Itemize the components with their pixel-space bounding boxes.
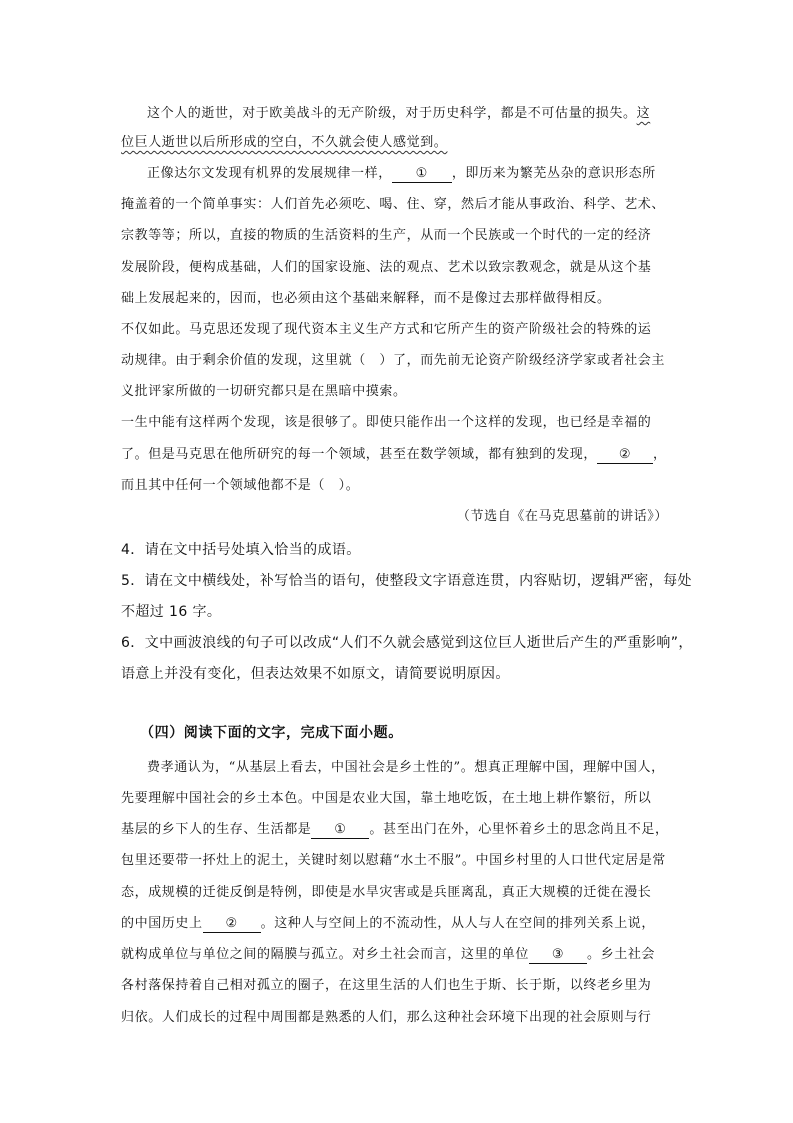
fill-blank-2[interactable]: ② [203,916,261,933]
passage-line: 掩盖着的一个简单事实：人们首先必须吃、喝、住、穿，然后才能从事政治、科学、艺术、 [121,197,666,212]
passage-text: 这个人的逝世，对于欧美战斗的无产阶级，对于历史科学，都是不可估量的损失。 [147,106,637,121]
passage-text: 正像达尔文发现有机界的发展规律一样， [147,166,392,181]
fill-blank-1[interactable]: ① [311,822,369,839]
question-4: 4．请在文中括号处填入恰当的成语。 [121,542,361,558]
question-5-continued: 不超过 16 字。 [121,604,222,620]
passage-line [121,945,681,965]
passage-line: 归依。人们成长的过程中周围都是熟悉的人们，那么这种社会环境下出现的社会原则与行 [121,1010,652,1025]
passage-text: ， [653,447,667,462]
passage-line: 包里还要带一抔灶上的泥土，关键时刻以慰藉“水土不服”。中国乡村里的人口世代定居是常 [121,853,666,868]
passage-line: 态，成规模的迁徙反倒是特例，即使是水旱灾害或是兵匪离乱，真正大规模的迁徙在漫长 [121,885,652,900]
passage-line [121,445,681,465]
passage-line: 费孝通认为，“从基层上看去，中国社会是乡土性的”。想真正理解中国，理解中国人， [147,760,665,775]
passage-line: 而且其中任何一个领域他都不是（ ）。 [121,478,360,493]
fill-blank-1[interactable]: ① [392,166,452,183]
passage-text: 了。但是马克思在他所研究的每一个领域，甚至在数学领域，都有独到的发现， [121,447,598,462]
passage-text: 就构成单位与单位之间的隔膜与孤立。对乡土社会而言，这里的单位 [121,947,530,962]
question-5: 5．请在文中横线处，补写恰当的语句，使整段文字语意连贯，内容贴切，逻辑严密，每处 [121,573,692,589]
passage-text: 。这种人与空间上的不流动性，从人与人在空间的排列关系上说， [260,916,656,931]
passage-line: 宗教等等；所以，直接的物质的生活资料的生产，从而一个民族或一个时代的一定的经济 [121,228,652,243]
passage-text: 。乡土社会 [587,947,656,962]
question-6: 6．文中画波浪线的句子可以改成“人们不久就会感觉到这位巨人逝世后产生的严重影响”， [121,635,693,651]
passage-line: 义批评家所做的一切研究都只是在黑暗中摸索。 [121,384,407,399]
passage-text: ，即历来为繁芜丛杂的意识形态所 [451,166,656,181]
fill-blank-2[interactable]: ② [597,447,653,464]
fill-blank-3[interactable]: ③ [529,947,587,964]
passage-line: 动规律。由于剩余价值的发现，这里就（ ）了，而先前无论资产阶级经济学家或者社会主 [121,353,666,368]
passage-line: 一生中能有这样两个发现，该是很够了。即使只能作出一个这样的发现，也已经是幸福的 [121,415,652,430]
passage-line [147,164,687,184]
passage-line: 不仅如此。马克思还发现了现代资本主义生产方式和它所产生的资产阶级社会的特殊的运 [121,322,652,337]
section-heading: （四）阅读下面的文字，完成下面小题。 [140,725,403,741]
passage-line: 先要理解中国社会的乡土本色。中国是农业大国，靠土地吃饭，在土地上耕作繁衍，所以 [121,791,652,806]
wavy-underlined-text: 位巨人逝世以后所形成的空白，不久就会使人感觉到。 [121,135,448,150]
passage-line: 各村落保持着自己相对孤立的圈子，在这里生活的人们也生于斯、长于斯，以终老乡里为 [121,978,652,993]
passage-text: 的中国历史上 [121,916,203,931]
passage-line [121,914,681,934]
passage-text: 基层的乡下人的生存、生活都是 [121,822,312,837]
passage-line: 础上发展起来的，因而，也必须由这个基础来解释，而不是像过去那样做得相反。 [121,291,611,306]
passage-line: 发展阶段，便构成基础，人们的国家设施、法的观点、艺术以致宗教观念，就是从这个基 [121,260,652,275]
question-6-continued: 语意上并没有变化，但表达效果不如原文，请简要说明原因。 [121,666,510,682]
passage-line [121,820,681,840]
source-citation: （节选自《在马克思墓前的讲话》） [456,509,668,524]
passage-line [121,133,681,153]
passage-line [147,104,687,124]
wavy-underlined-text: 这 [636,106,651,121]
passage-text: 。甚至出门在外，心里怀着乡土的思念尚且不足， [369,822,669,837]
